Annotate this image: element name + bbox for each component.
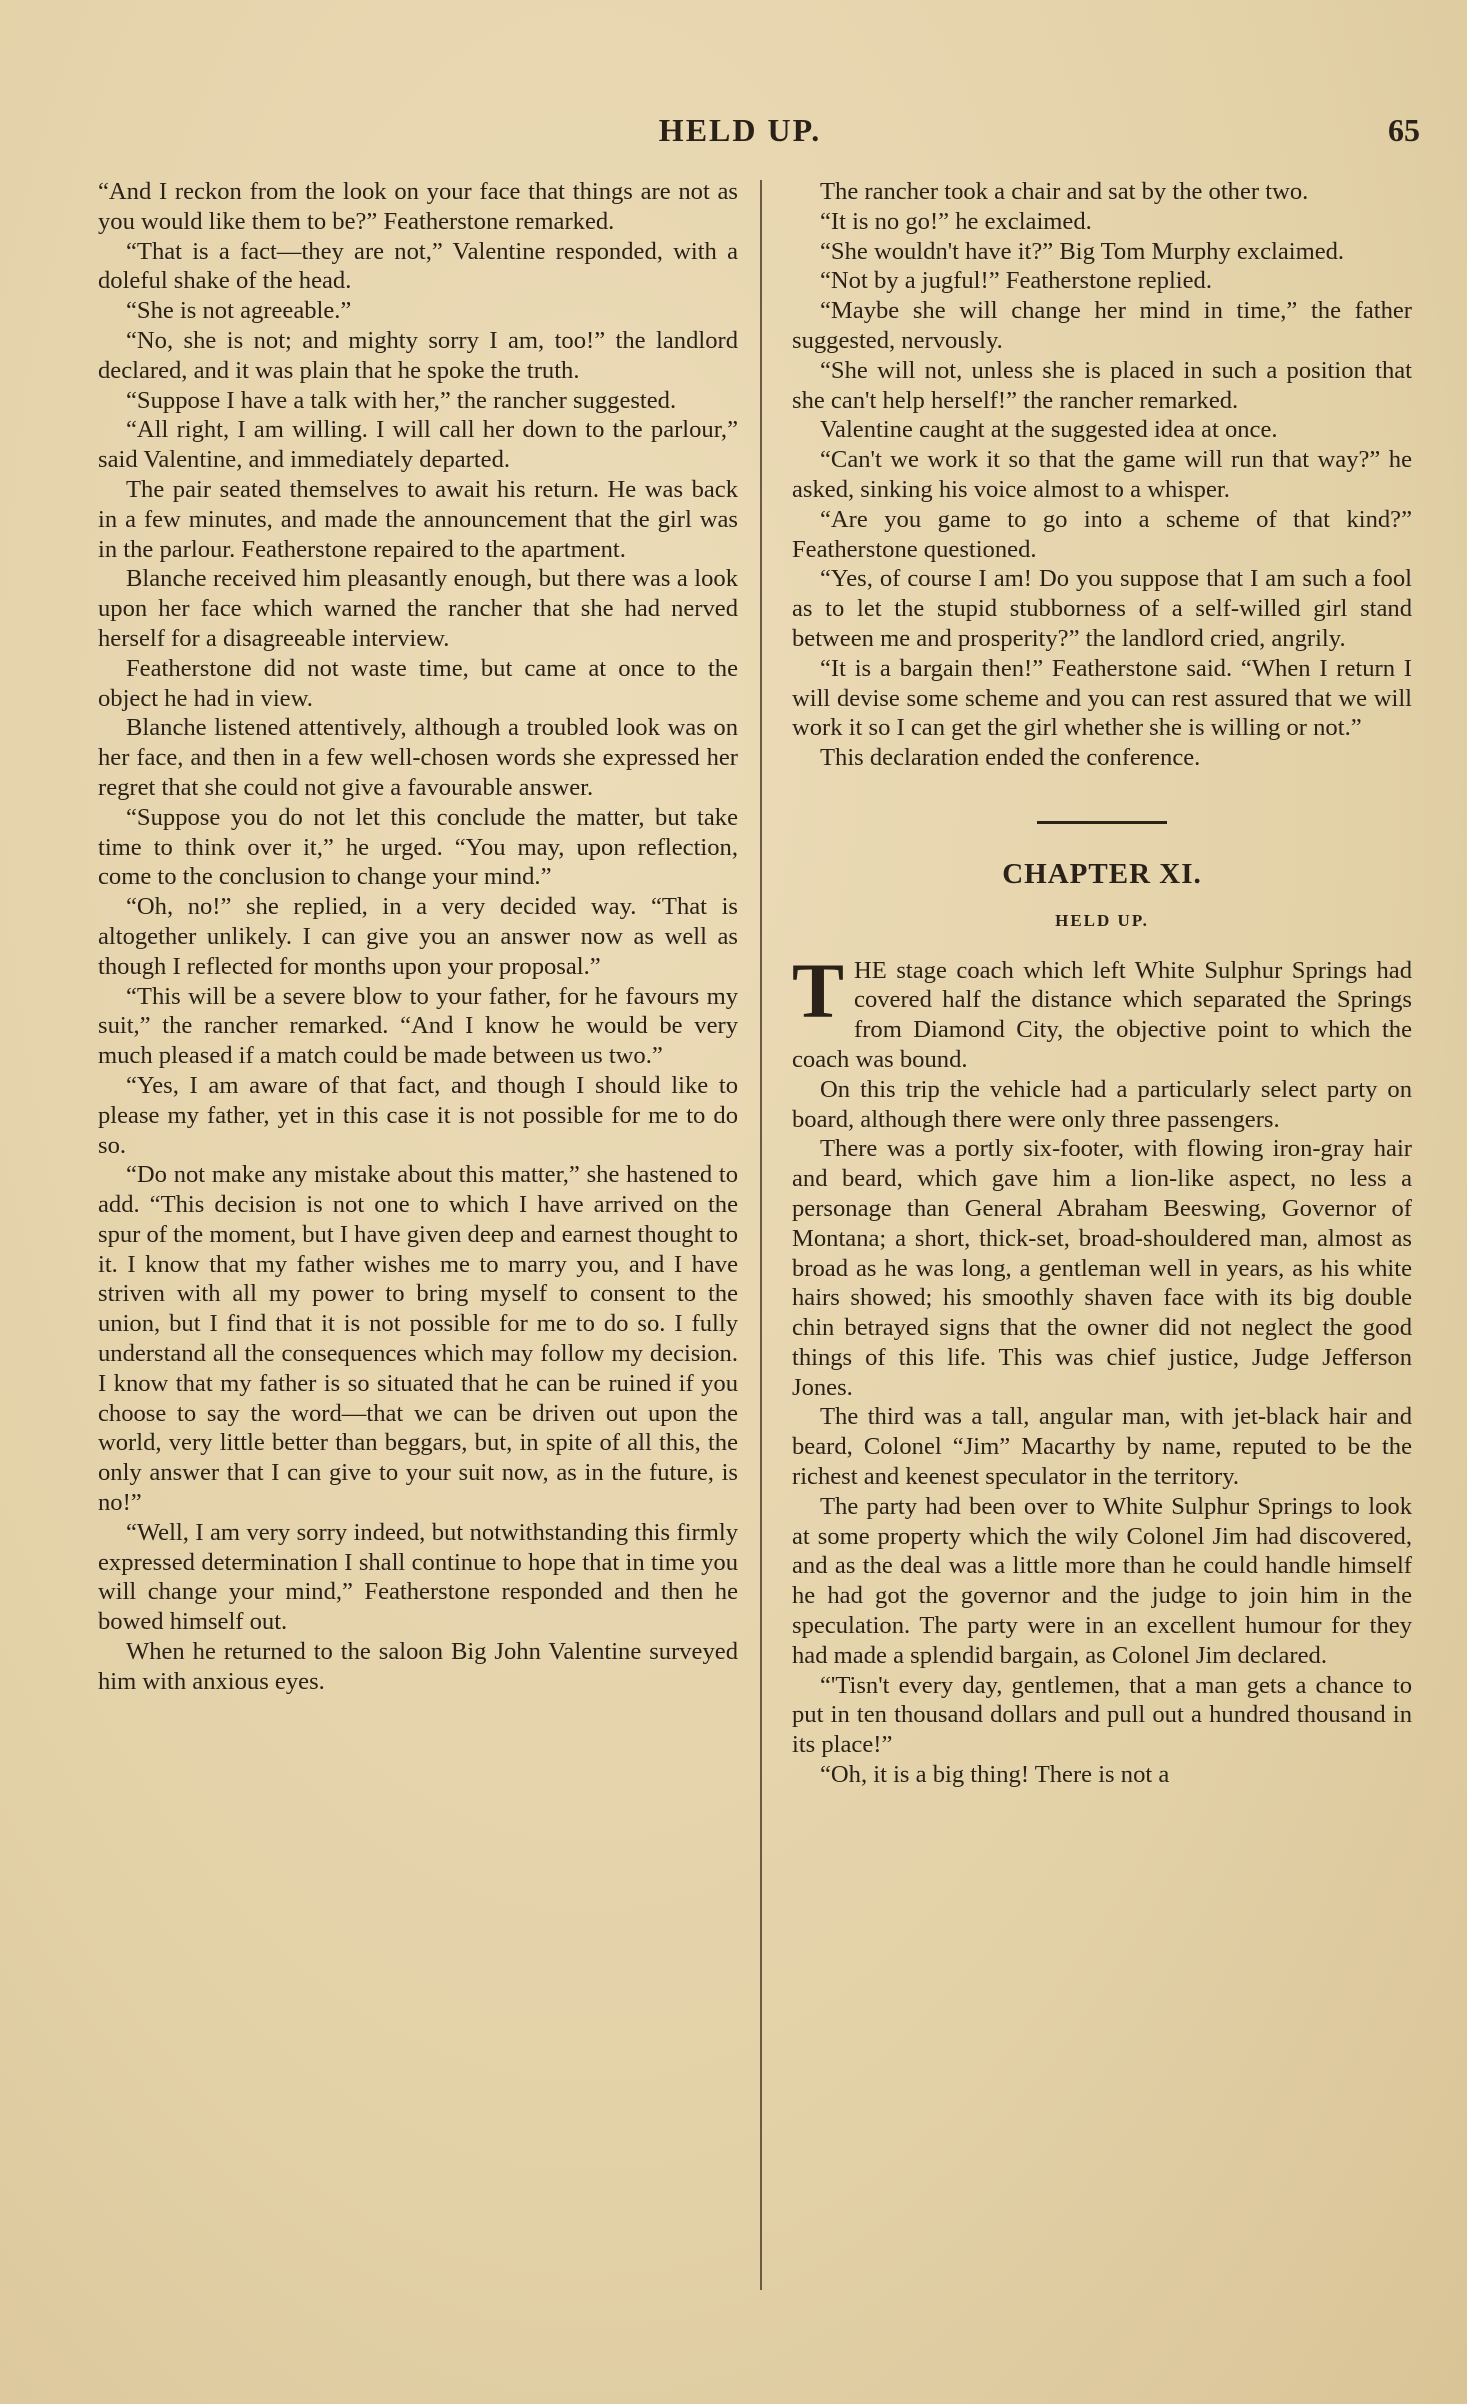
paragraph: This declaration ended the conference.	[820, 744, 1201, 772]
first-paragraph-text: HE stage coach which left White Sulphur Springs had covered half the distance which separated the Springs from Diamond City, the objective point to which the coach was bound.	[792, 956, 1412, 1073]
paragraph: The third was a tall, angular man, with jet-black hair and beard, Colonel “Jim” Macarthy by name, reputed to be the richest and keenest speculator in the territory.	[792, 1403, 1412, 1491]
paragraph: “No, she is not; and mighty sorry I am, too!” the landlord declared, and it was plain that he spoke the truth.	[98, 326, 738, 384]
paragraph: “This will be a severe blow to your father, for he favours my suit,” the rancher remarked. “And I know he would be very much pleased if a match could be made between us two.”	[98, 982, 738, 1070]
paragraph: “That is a fact—they are not,” Valentine responded, with a doleful shake of the head.	[98, 237, 738, 295]
paragraph: “Are you game to go into a scheme of that kind?” Featherstone questioned.	[792, 505, 1412, 563]
paragraph: “All right, I am willing. I will call her down to the parlour,” said Valentine, and immediately departed.	[98, 416, 738, 474]
paragraph: Valentine caught at the suggested idea at once.	[820, 416, 1278, 444]
paragraph: “Do not make any mistake about this matter,” she hastened to add. “This decision is not one to which I have arrived on the spur of the moment, but I have given deep and earnest thought to it. I know that my father wishes me to marry you, and I have striven with all my power to bring myself to consent to the union, but I find that it is not possible for me to do so. I fully understand all the consequences which may follow my decision. I know that my father is so situated that he can be ruined if you choose to say the word—that we can be driven out upon the world, very little better than beggars, but, in spite of all this, the only answer that I can give to your suit now, as in the future, is no!”	[98, 1161, 738, 1517]
paragraph: “Oh, no!” she replied, in a very decided way. “That is altogether unlikely. I can give you an answer now as well as though I reflected for months upon your proposal.”	[98, 893, 738, 980]
paragraph: “'Tisn't every day, gentlemen, that a man gets a chance to put in ten thousand dollars and pull out a hundred thousand in its place!”	[792, 1671, 1412, 1759]
chapter-first-paragraph	[792, 946, 1412, 1075]
right-column	[792, 177, 1412, 1790]
paragraph: “Not by a jugful!” Featherstone replied.	[820, 267, 1212, 295]
left-column	[98, 177, 738, 1697]
paragraph: “Suppose you do not let this conclude the matter, but take time to think over it,” he urged. “You may, upon reflection, come to the conclusion to change your mind.”	[98, 803, 738, 891]
chapter-title: CHAPTER XI.	[1002, 857, 1202, 890]
paragraph: “Suppose I have a talk with her,” the rancher suggested.	[126, 386, 677, 414]
paragraph: The party had been over to White Sulphur Springs to look at some property which the wily Colonel Jim had discovered, and as the deal was a little more than he could handle himself he had got the governor and the judge to join him in the speculation. The party were in an excellent humour for they had made a splendid bargain, as Colonel Jim declared.	[792, 1492, 1412, 1669]
paragraph: “She will not, unless she is placed in such a position that she can't help herself!” the rancher remarked.	[792, 356, 1412, 414]
drop-cap: T	[792, 946, 845, 1034]
paragraph: Blanche received him pleasantly enough, but there was a look upon her face which warned the rancher that she had nerved herself for a disagreeable interview.	[98, 565, 738, 652]
running-title: HELD UP.	[658, 112, 822, 148]
paragraph: “She wouldn't have it?” Big Tom Murphy exclaimed.	[820, 237, 1345, 265]
paragraph: “Well, I am very sorry indeed, but notwithstanding this firmly expressed determination I shall continue to hope that in time you will change your mind,” Featherstone responded and then he bowed himself out.	[98, 1518, 738, 1636]
paragraph: Blanche listened attentively, although a troubled look was on her face, and then in a few well-chosen words she expressed her regret that she could not give a favourable answer.	[98, 714, 738, 801]
paragraph: “Yes, I am aware of that fact, and though I should like to please my father, yet in this case it is not possible for me to do so.	[98, 1071, 738, 1159]
page-header	[60, 112, 1420, 152]
paragraph: “She is not agreeable.”	[126, 297, 352, 325]
paragraph: “Oh, it is a big thing! There is not a	[820, 1761, 1170, 1789]
column-divider	[760, 180, 762, 2290]
chapter-subtitle: HELD UP.	[1055, 910, 1149, 930]
paragraph: When he returned to the saloon Big John Valentine surveyed him with anxious eyes.	[98, 1638, 738, 1695]
paragraph: “Yes, of course I am! Do you suppose that I am such a fool as to let the stupid stubborness of a self-willed girl stand between me and prosperity?” the landlord cried, angrily.	[792, 565, 1412, 652]
paragraph: “Maybe she will change her mind in time,” the father suggested, nervously.	[792, 297, 1412, 354]
page-number: 65	[1388, 112, 1420, 148]
paragraph: On this trip the vehicle had a particularly select party on board, although there were only three passengers.	[792, 1075, 1412, 1133]
paragraph: “And I reckon from the look on your face that things are not as you would like them to be?” Featherstone remarked.	[98, 178, 738, 235]
paragraph: The pair seated themselves to await his return. He was back in a few minutes, and made the announcement that the girl was in the parlour. Featherstone repaired to the apartment.	[98, 475, 738, 563]
paragraph: Featherstone did not waste time, but came at once to the object he had in view.	[98, 654, 738, 712]
paragraph: “It is no go!” he exclaimed.	[820, 207, 1092, 235]
paragraph: There was a portly six-footer, with flowing iron-gray hair and beard, which gave him a lion-like aspect, no less a personage than General Abraham Beeswing, Governor of Montana; a short, thick-set, broad-shouldered man, almost as broad as he was long, a gentleman well in years, as his white hairs showed; his smoothly shaven face with its big double chin betrayed signs that the owner did not neglect the good things of this life. This was chief justice, Judge Jefferson Jones.	[792, 1135, 1412, 1401]
paragraph: The rancher took a chair and sat by the other two.	[820, 178, 1309, 205]
paragraph: “It is a bargain then!” Featherstone said. “When I return I will devise some scheme and you can rest assured that we will work it so I can get the girl whether she is willing or not.”	[792, 654, 1412, 742]
section-divider	[1037, 821, 1167, 824]
paragraph: “Can't we work it so that the game will run that way?” he asked, sinking his voice almost to a whisper.	[792, 446, 1412, 503]
